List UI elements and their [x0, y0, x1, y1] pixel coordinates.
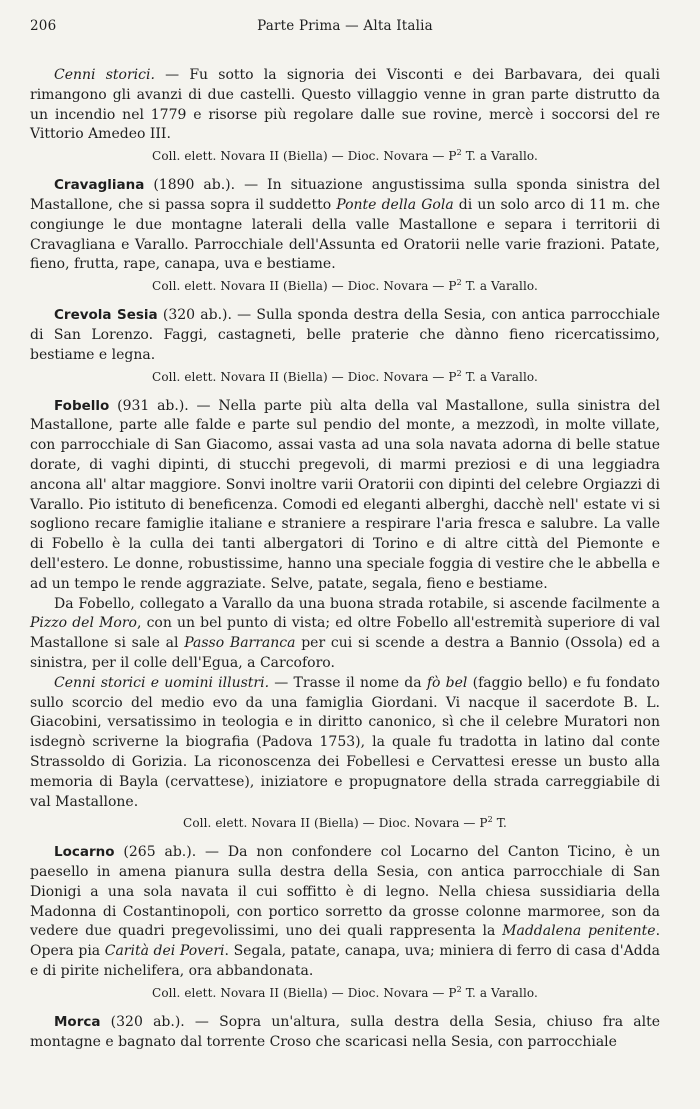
text-run: di un solo arco di 11 m. che congiunge le due montagne laterali della valle Mastallone e separa i territorii di Cravagliana e Varallo. Parrocchiale dell'Assunta ed Oratorii nelle varie frazioni. Patate, fieno, frutta, rape, canapa, uva e bestiame.	[30, 196, 660, 273]
running-title: Parte Prima — Alta Italia	[257, 18, 433, 34]
text-run: — Fu sotto la signoria dei Visconti e dei Barbavara, dei quali rimangono gli avanzi di due castelli. Questo villaggio venne in gran parte distrutto da un incendio nel 1779 e risorse più regolare dalle sue rovine, mercè i soccorsi del re Vittorio Amedeo III.	[30, 67, 660, 143]
text-run: Da Fobello, collegato a Varallo da una buona strada rotabile, si ascende facilmente a	[54, 595, 660, 612]
entry-name: Cravagliana	[54, 177, 145, 194]
italic-text: Passo Barranca	[184, 635, 296, 652]
italic-text: Cenni storici.	[54, 67, 155, 83]
text-run: , con un bel punto di vista; ed oltre Fobello all'estremità superiore di val Mastallone si sale al	[30, 615, 660, 652]
paragraph	[30, 1013, 660, 1053]
italic-text: Ponte della Gola	[336, 196, 454, 213]
text-run: . Opera pia	[30, 923, 661, 960]
text-run: (320 ab.). — Sopra un'altura, sulla destra della Sesia, chiuso fra alte montagne e bagnato dal torrente Croso che scaricasi nella Sesia, con parrocchiale	[30, 1013, 660, 1050]
administrative-note: Coll. elett. Novara II (Biella) — Dioc. Novara — $P^2$ T. a Varallo.	[152, 368, 538, 384]
text-run: (265 ab.). — Da non confondere col Locarno del Canton Ticino, è un paesello in amena pianura sulla destra della Sesia, con antica parrocchiale di San Dionigi a una sola navata il cui soffitto è di legno. Nella chiesa sussidiaria della Madonna di Costantinopoli, con portico sorretto da grosse colonne marmoree, son da vedere due quadri pregevolissimi, uno dei quali rappresenta la	[30, 844, 660, 940]
entry-name: Crevola Sesia	[54, 307, 158, 324]
page-header	[30, 18, 660, 42]
entry-name: Morca	[54, 1013, 101, 1030]
administrative-note: Coll. elett. Novara II (Biella) — Dioc. Novara — $P^2$ T. a Varallo.	[152, 148, 538, 164]
paragraph	[30, 66, 660, 145]
italic-text: Pizzo del Moro	[30, 615, 137, 632]
paragraph	[30, 397, 660, 595]
administrative-note: Coll. elett. Novara II (Biella) — Dioc. Novara — $P^2$ T. a Varallo.	[152, 278, 538, 294]
administrative-note: Coll. elett. Novara II (Biella) — Dioc. Novara — $P^2$ T.	[183, 815, 507, 831]
italic-text: Carità dei Poveri	[104, 943, 225, 960]
italic-text: Cenni storici e uomini illustri.	[54, 674, 270, 691]
page-number: 206	[30, 18, 57, 34]
text-run: (931 ab.). — Nella parte più alta della val Mastallone, sulla sinistra del Mastallone, parte alle falde e parte sul pendio del monte, a mezzodì, in molte villate, con parrocchiale di San Giacomo, assai vasta ad una sola navata adorna di belle statue dorate, di vaghi dipinti, di stucchi pregevoli, di marmi preziosi e di una leggiadra ancona all' altar maggiore. Sonvi inoltre varii Oratorii con dipinti del celebre Orgiazzi di Varallo. Pio istituto di beneficenza. Comodi ed eleganti alberghi, dacchè nell' estate vi si sogliono recare famiglie italiane e straniere a respirare l'aria fresca e salubre. La valle di Fobello è la culla dei tanti albergatori di Torino e di altre città del Piemonte e dell'estero. Le donne, robustissime, hanno una speciale foggia di vestire che le abbella e ad un tempo le rende aggraziate. Selve, patate, segala, fieno e bestiame.	[30, 397, 660, 592]
paragraph	[30, 843, 660, 982]
text-run: (faggio bello) e fu fondato sullo scorcio del medio evo da una famiglia Giordani. Vi nacque il sacerdote B. L. Giacobini, versatissimo in teologia e in diritto canonico, sì che il celebre Muratori non isdegnò scriverne la biografia (Padova 1753), la quale fu tradotta in latino dal conte Strassoldo di Gorizia. La riconoscenza dei Fobellesi e Cervattesi eresse un busto alla memoria di Bayla (cervattese), iniziatore e propugnatore della strada carreggiabile di val Mastallone.	[30, 674, 660, 810]
text-run: — Trasse il nome da	[269, 674, 427, 691]
paragraph	[30, 595, 660, 674]
paragraph	[30, 674, 660, 813]
paragraph	[30, 306, 660, 365]
paragraph	[30, 176, 660, 275]
text-run: (320 ab.). — Sulla sponda destra della Sesia, con antica parrocchiale di San Lorenzo. Faggi, castagneti, belle praterie che dànno fieno ricercatissimo, bestiame e legna.	[30, 307, 660, 363]
italic-text: fò bel	[426, 674, 468, 691]
page-body	[30, 66, 660, 1052]
text-run: per cui si scende a destra a Bannio (Ossola) ed a sinistra, per il colle dell'Egua, a Carcoforo.	[30, 635, 661, 671]
administrative-note: Coll. elett. Novara II (Biella) — Dioc. Novara — $P^2$ T. a Varallo.	[152, 984, 538, 1000]
entry-name: Locarno	[54, 844, 115, 861]
text-run: . Segala, patate, canapa, uva; miniera di ferro di casa d'Adda e di pirite nichelifera, ora abbandonata.	[30, 943, 660, 980]
italic-text: Maddalena penitente	[502, 923, 656, 940]
text-run: (1890 ab.). — In situazione angustissima sulla sponda sinistra del Mastallone, che si passa sopra il suddetto	[30, 177, 660, 213]
entry-name: Fobello	[54, 397, 110, 414]
